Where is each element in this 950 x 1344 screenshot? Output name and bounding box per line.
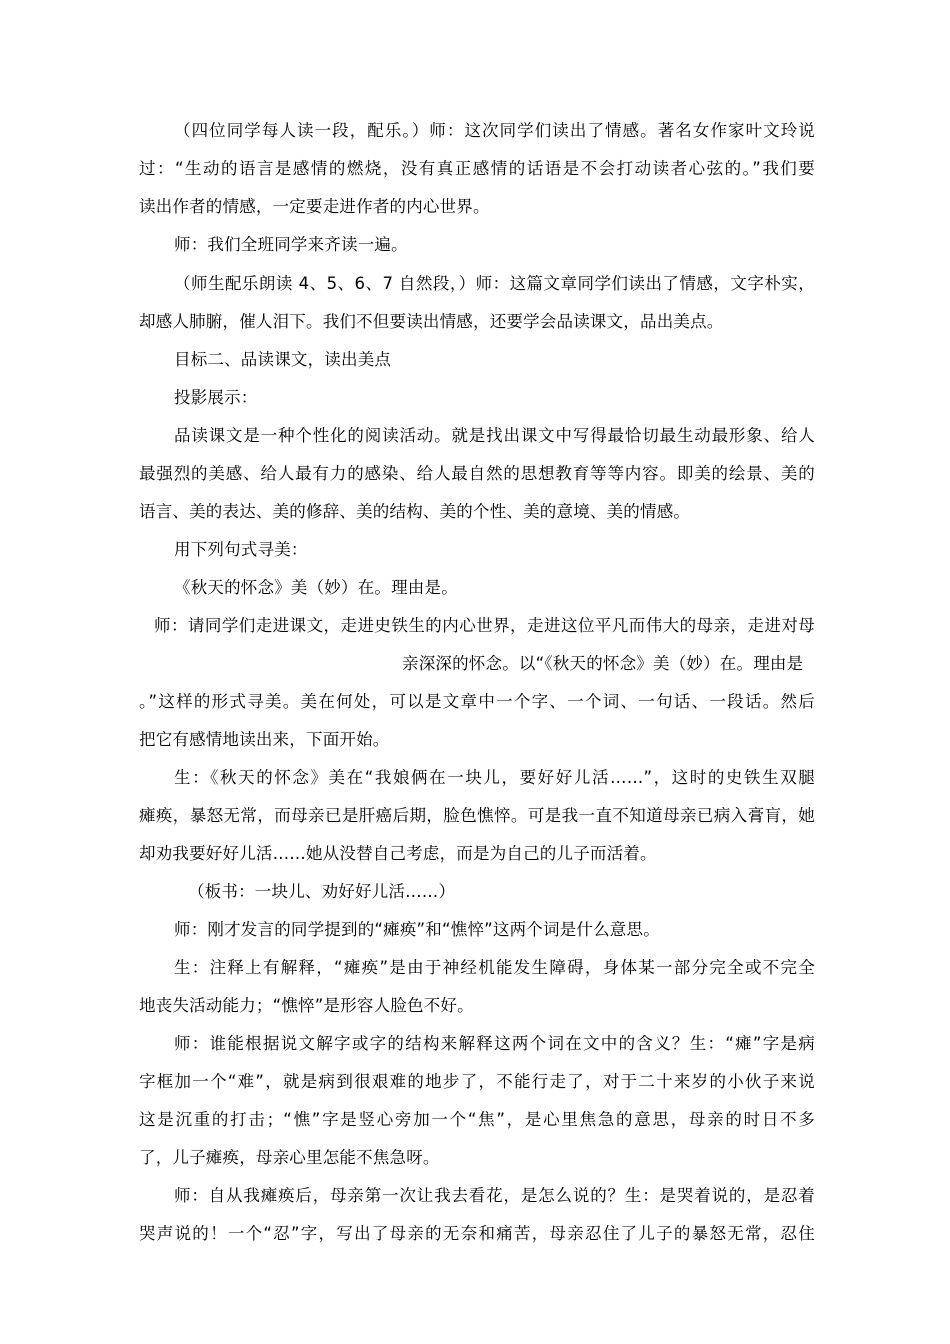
- text-line: 生：《秋天的怀念》美在“我娘俩在一块儿，要好好儿活……”，这时的史铁生双腿: [174, 768, 815, 787]
- text-line: 地丧失活动能力；“憔悴”是形容人脸色不好。: [139, 996, 474, 1015]
- text-line: 生：注释上有解释，“瘫痪”是由于神经机能发生障碍，身体某一部分完全或不完全: [174, 958, 815, 977]
- text-line: 读出作者的情感，一定要走进作者的内心世界。: [139, 197, 490, 216]
- text-line: 过：“生动的语言是感情的燃烧，没有真正感情的话语是不会打动读者心弦的。”我们要: [139, 159, 815, 178]
- text-line: 瘫痪，暴怒无常，而母亲已是肝癌后期，脸色憔悴。可是我一直不知道母亲已病入膏肓，她: [139, 806, 815, 825]
- text-line: 品读课文是一种个性化的阅读活动。就是找出课文中写得最恰切最生动最形象、给人: [174, 426, 815, 445]
- text-line: 这是沉重的打击；“憔”字是竖心旁加一个“焦”，是心里焦急的意思，母亲的时日不多: [139, 1110, 815, 1129]
- text-line: 《秋天的怀念》美（妙）在。理由是。: [174, 578, 458, 597]
- text-line: 语言、美的表达、美的修辞、美的结构、美的个性、美的意境、美的情感。: [139, 502, 691, 521]
- text-line: 最强烈的美感、给人最有力的感染、给人最自然的思想教育等等内容。即美的绘景、美的: [139, 464, 815, 483]
- text-line: （四位同学每人读一段，配乐。）师：这次同学们读出了情感。著名女作家叶文玲说: [174, 121, 815, 140]
- text-line: 哭声说的！一个“忍”字，写出了母亲的无奈和痛苦，母亲忍住了儿子的暴怒无常，忍住: [139, 1224, 815, 1243]
- text-line: 师：谁能根据说文解字或字的结构来解释这两个词在文中的含义？生：“瘫”字是病: [174, 1034, 815, 1053]
- text-line: 师：请同学们走进课文，走进史铁生的内心世界，走进这位平凡而伟大的母亲，走进对母: [154, 616, 815, 635]
- text-line: 。”这样的形式寻美。美在何处，可以是文章中一个字、一个词、一句话、一段话。然后: [139, 692, 815, 711]
- text-line: 却感人肺腑，催人泪下。我们不但要读出情感，还要学会品读课文，品出美点。: [139, 312, 724, 331]
- text-line: 用下列句式寻美：: [174, 540, 308, 559]
- text-line: 师：刚才发言的同学提到的“瘫痪”和“憔悴”这两个词是什么意思。: [174, 920, 660, 939]
- text-line: 亲深深的怀念。以“《秋天的怀念》美（妙）在。理由是: [402, 654, 804, 673]
- text-line: 了，儿子瘫痪，母亲心里怎能不焦急呀。: [139, 1148, 440, 1167]
- text-line: 师：自从我瘫痪后，母亲第一次让我去看花，是怎么说的？生：是哭着说的，是忍着: [174, 1186, 815, 1205]
- text-line: （师生配乐朗读 4、5、6、7 自然段，）师：这篇文章同学们读出了情感，文字朴实，: [174, 274, 815, 293]
- text-line: 投影展示：: [174, 388, 258, 407]
- text-line: 师：我们全班同学来齐读一遍。: [174, 235, 408, 254]
- section-heading: 目标二、品读课文，读出美点: [174, 350, 392, 369]
- text-line: 把它有感情地读出来，下面开始。: [139, 730, 390, 749]
- text-line: 字框加一个“难”，就是病到很艰难的地步了，不能行走了，对于二十来岁的小伙子来说: [139, 1072, 815, 1091]
- text-line: （板书：一块儿、劝好好儿活……）: [188, 882, 456, 901]
- text-line: 却劝我要好好儿活……她从没替自己考虑，而是为自己的儿子而活着。: [139, 844, 657, 863]
